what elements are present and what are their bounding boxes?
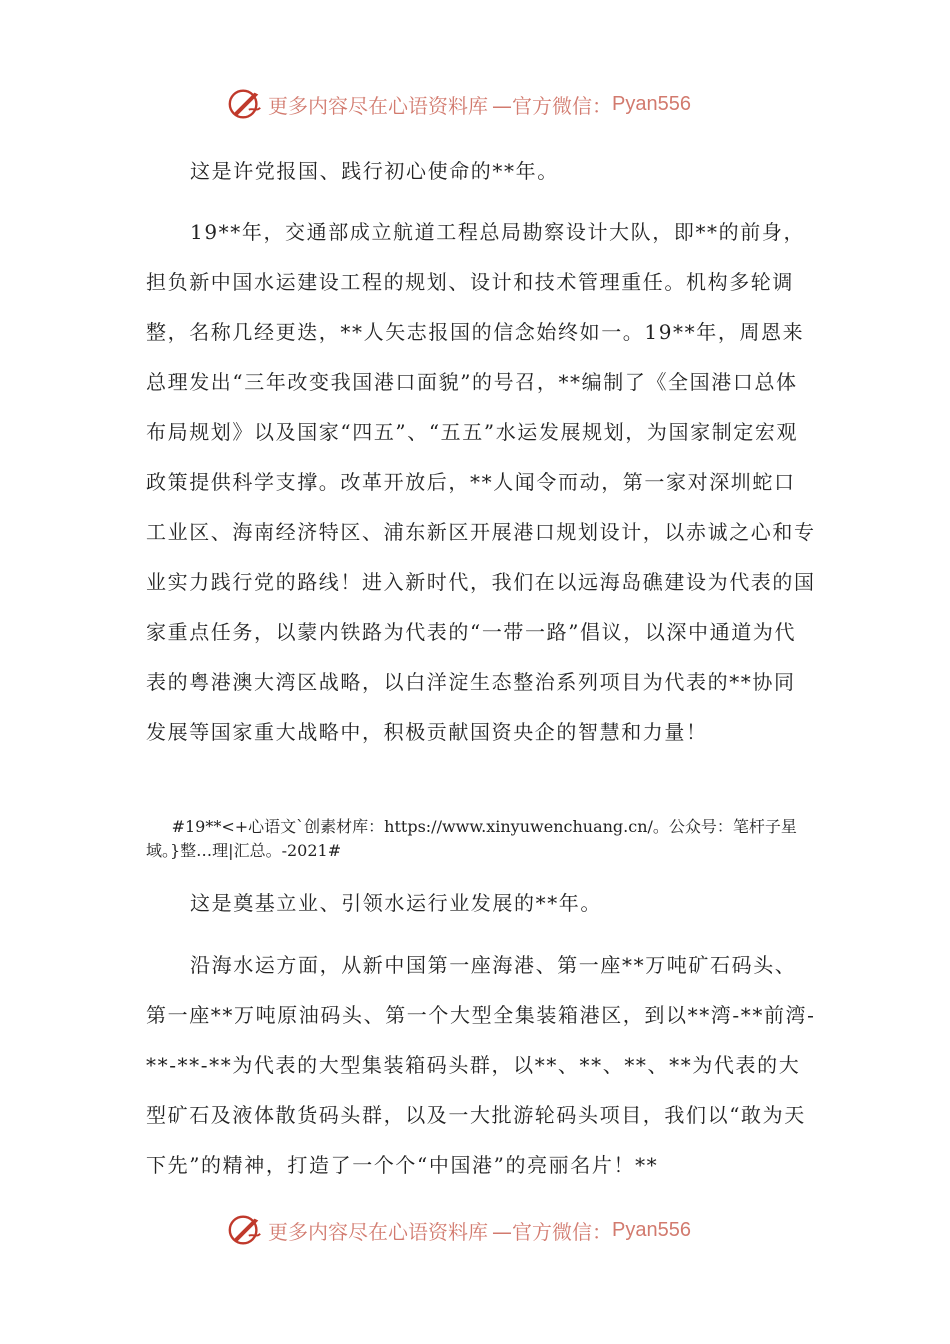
banner-wechat-label: —官方微信： bbox=[492, 1219, 612, 1244]
footer-banner bbox=[226, 1210, 691, 1250]
pen-logo-icon bbox=[226, 1211, 264, 1249]
pen-logo-icon bbox=[226, 85, 264, 123]
heading-1: 这是许党报国、践行初心使命的**年。 bbox=[190, 159, 559, 183]
banner-wechat-label: —官方微信： bbox=[492, 93, 612, 118]
paragraph-2: 沿海水运方面，从新中国第一座海港、第一座**万吨矿石码头、第一座**万吨原油码头、第一个大型全集装箱港区，到以**湾-**前湾-**-**-**为代表的大型集装箱码头群，以**、**、**、**为代表的大型矿石及液体散货码头群，以及一大批游轮码头项目，我们以“敢为天下先”的精神，打造了一个个“中国港”的亮丽名片！** bbox=[146, 953, 816, 1177]
heading-2: 这是奠基立业、引领水运行业发展的**年。 bbox=[190, 891, 602, 915]
banner-title: 更多内容尽在心语资料库 bbox=[268, 1219, 488, 1244]
source-note: #19**<+心语文`创素材库：https://www.xinyuwenchuang.cn/。公众号：笔杆子星域。}整…理|汇总。-2021# bbox=[146, 817, 797, 860]
paragraph-1: 19**年，交通部成立航道工程总局勘察设计大队，即**的前身，担负新中国水运建设工程的规划、设计和技术管理重任。机构多轮调整，名称几经更迭，**人矢志报国的信念始终如一。19**年，周恩来总理发出“三年改变我国港口面貌”的号召，**编制了《全国港口总体布局规划》以及国家“四五”、“五五”水运发展规划，为国家制定宏观政策提供科学支撑。改革开放后，**人闻令而动，第一家对深圳蛇口工业区、海南经济特区、浦东新区开展港口规划设计，以赤诚之心和专业实力践行党的路线！进入新时代，我们在以远海岛礁建设为代表的国家重点任务，以蒙内铁路为代表的“一带一路”倡议，以深中通道为代表的粤港澳大湾区战略，以白洋淀生态整治系列项目为代表的**协同发展等国家重大战略中，积极贡献国资央企的智慧和力量！ bbox=[146, 220, 816, 744]
banner-wechat-id: Pyan556 bbox=[612, 92, 691, 115]
banner-title: 更多内容尽在心语资料库 bbox=[268, 93, 488, 118]
banner-wechat-id: Pyan556 bbox=[612, 1218, 691, 1241]
header-banner bbox=[226, 84, 691, 124]
